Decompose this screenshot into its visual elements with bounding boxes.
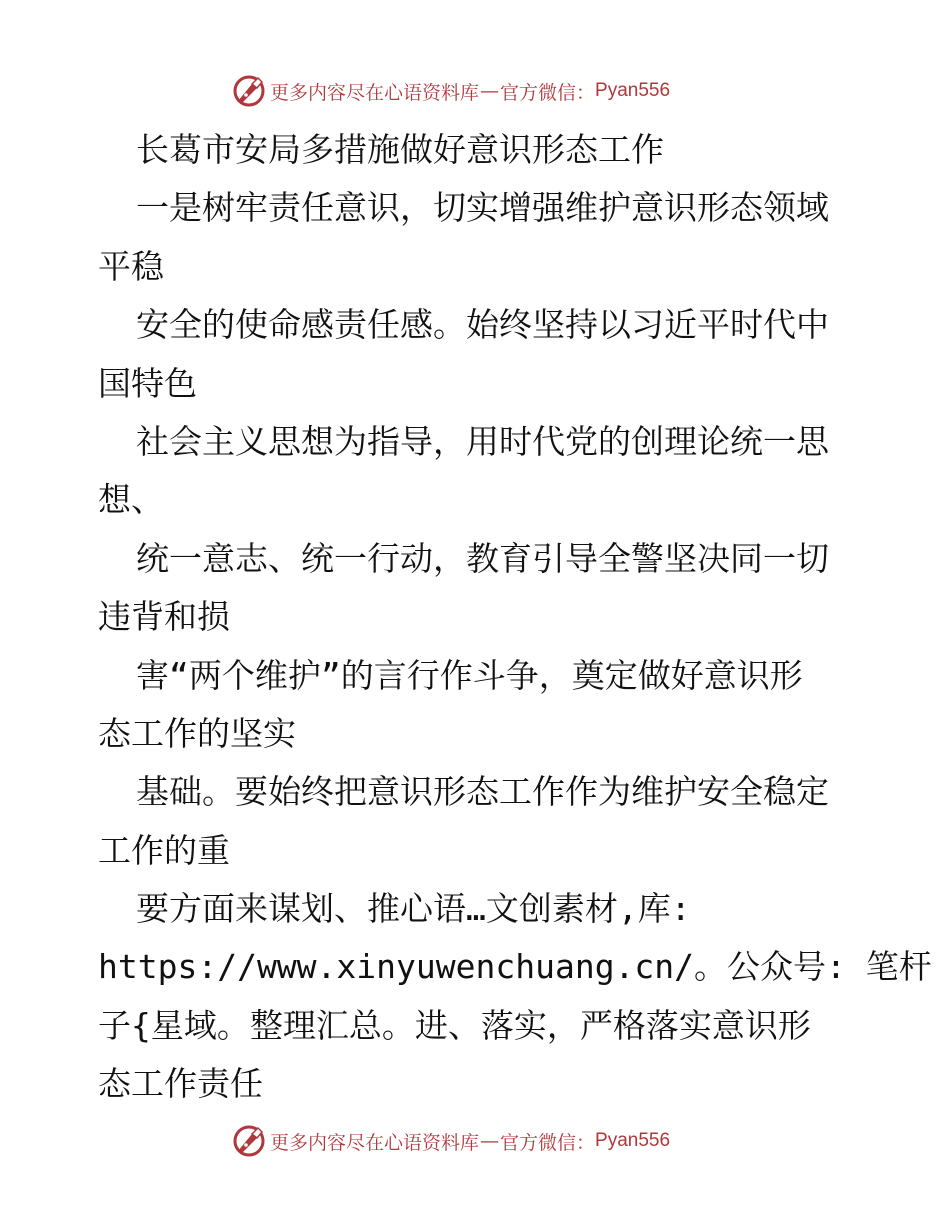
- text-line: 平稳: [98, 246, 164, 286]
- text-line: 工作的重: [98, 830, 230, 870]
- pen-nib-logo-icon: [232, 1124, 266, 1158]
- header-banner: [232, 71, 712, 111]
- text-line: https://www.xinyuwenchuang.cn/。公众号: 笔杆: [98, 947, 932, 987]
- text-line: 要方面来谋划、推心语…文创素材,库:: [136, 889, 691, 929]
- text-line: 基础。要始终把意识形态工作作为维护安全稳定: [136, 772, 829, 812]
- footer-banner: [232, 1121, 712, 1161]
- text-line: 想、: [98, 480, 164, 520]
- text-line: 一是树牢责任意识，切实增强维护意识形态领域: [136, 188, 829, 228]
- banner-dash: —: [480, 80, 500, 102]
- banner-text: 更多内容尽在心语资料库: [270, 81, 480, 104]
- banner-wechat-label: 官方微信：: [500, 81, 596, 104]
- text-line: 违背和损: [98, 597, 230, 637]
- text-line: 社会主义思想为指导，用时代党的创理论统一思: [136, 421, 829, 461]
- banner-wechat-label: 官方微信：: [500, 1131, 596, 1154]
- banner-wechat-id: Pyan556: [595, 80, 671, 101]
- text-line: 子{星域。整理汇总。进、落实，严格落实意识形: [98, 1005, 811, 1045]
- text-line: 态工作责任: [98, 1064, 263, 1104]
- banner-text: 更多内容尽在心语资料库: [270, 1131, 480, 1154]
- text-line: 统一意志、统一行动，教育引导全警坚决同一切: [136, 538, 829, 578]
- text-line: 安全的使命感责任感。始终坚持以习近平时代中: [136, 305, 829, 345]
- text-line: 态工作的坚实: [98, 713, 296, 753]
- document-title: 长葛市安局多措施做好意识形态工作: [136, 130, 664, 169]
- banner-dash: —: [480, 1130, 500, 1152]
- document-body: [98, 121, 932, 1114]
- text-line: 国特色: [98, 363, 197, 403]
- text-line: 害“两个维护”的言行作斗争，奠定做好意识形: [136, 655, 803, 695]
- pen-nib-logo-icon: [232, 74, 266, 108]
- banner-wechat-id: Pyan556: [595, 1130, 671, 1151]
